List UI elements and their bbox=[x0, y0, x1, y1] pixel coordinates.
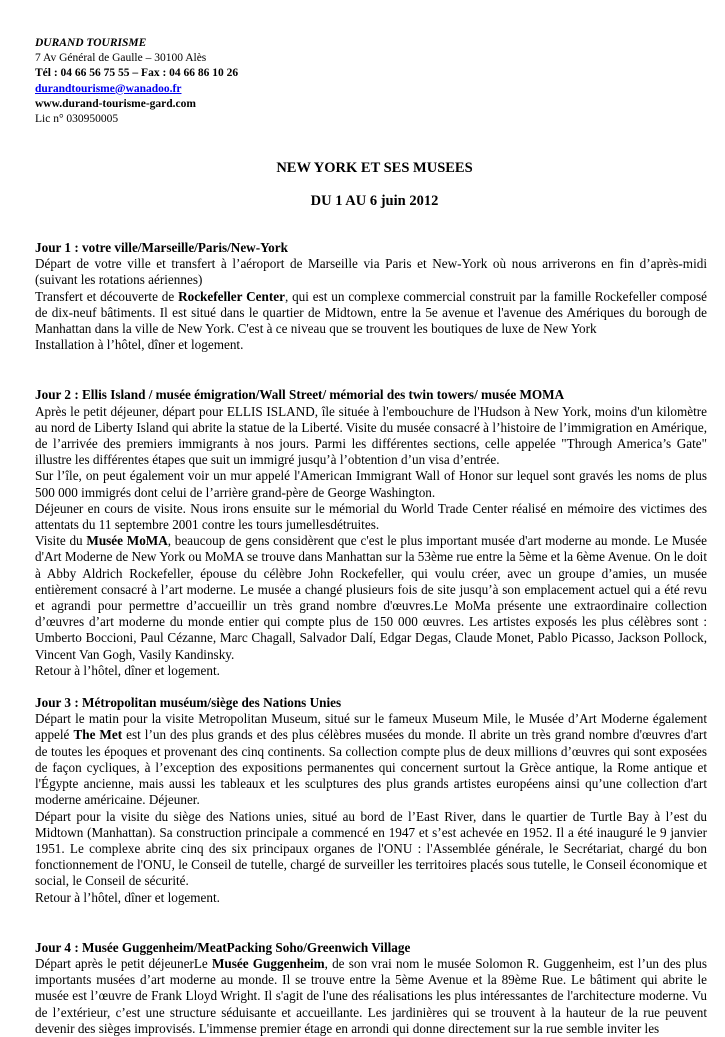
agency-name: DURAND TOURISME bbox=[35, 37, 147, 49]
day-4-heading: Jour 4 : Musée Guggenheim/MeatPacking Soho/Greenwich Village bbox=[35, 939, 411, 955]
day-2-section bbox=[35, 387, 707, 679]
day-3-section bbox=[35, 695, 707, 906]
day-1-heading: Jour 1 : votre ville/Marseille/Paris/New-York bbox=[35, 240, 288, 255]
agency-header bbox=[35, 36, 238, 127]
day-1-section bbox=[35, 240, 707, 353]
agency-address: 7 Av Général de Gaulle – 30100 Alès bbox=[35, 52, 207, 65]
bold-text-run: The Met bbox=[73, 727, 123, 743]
text-run: Départ le matin pour la visite Metropolitan Museum, situé sur le fameux Museum Mile, le Musée d’Art Moderne également appelé bbox=[35, 711, 707, 743]
day-2-paragraph: Après le petit déjeuner, départ pour ELLIS ISLAND, île située à l'embouchure de l'Hudson à New York, moins d'un kilomètre au nord de Liberty Island qui abrite la statue de la Liberté. Visite du musée consacré à l’histoire de l’immigration en Amérique, de l’arrivée des premiers immigrants à nos jours. Parmi les différentes sections, celle appelée "Through America’s Gate" illustre les différentes étapes que suit un immigré jusqu’à l’obtention d’un visa d’entrée. bbox=[35, 403, 707, 468]
day-3-paragraph: Retour à l’hôtel, dîner et logement. bbox=[35, 889, 220, 905]
day-4-section bbox=[35, 940, 707, 1037]
agency-licence: Lic n° 030950005 bbox=[35, 113, 119, 126]
day-3-paragraph bbox=[35, 711, 707, 808]
bold-text-run: Musée Guggenheim bbox=[211, 955, 325, 971]
day-2-paragraph: Retour à l’hôtel, dîner et logement. bbox=[35, 662, 220, 678]
agency-phone: Tél : 04 66 56 75 55 – Fax : 04 66 86 10 26 bbox=[35, 67, 239, 80]
day-1-paragraph bbox=[35, 289, 707, 338]
spacer bbox=[35, 679, 707, 695]
text-run: Départ après le petit déjeunerLe bbox=[35, 955, 212, 971]
text-run: Transfert et découverte de bbox=[35, 288, 179, 304]
day-2-paragraph: Sur l’île, on peut également voir un mur appelé l'American Immigrant Wall of Honor sur lequel sont gravés les noms de plus 500 000 immigrés dont celui de l’arrière grand-père de George Washington. bbox=[35, 468, 707, 500]
text-run: , de son vrai nom le musée Solomon R. Guggenheim, est l’un des plus importants musées d’art moderne au monde. Il se trouve entre la 5ème Avenue et la 89ème Rue. Le bâtiment qui abrite le musée est l’œuvre de Frank Lloyd Wright. Il s'agit de l'une des réalisations les plus intéressantes de l'architecture moderne. Vu de l’extérieur, c’est une structure séduisante et accueillante. Les jardinières qui se trouvent à la hauteur de la rue peuvent devenir des sièges improvisés. L'immense premier étage en arrondi qui donne directement sur la rue semble inviter les bbox=[35, 955, 707, 1036]
text-run: est l’un des plus grands et des plus célèbres musées du monde. Il abrite un très grand nombre d'œuvres d'art de toutes les époques et provenant des cinq continents. Sa collection compte plus de deux millions d’œuvres qui sont exposées de façon cycliques, à l’exception des expositions permanentes qui concernent surtout la Grèce antique, la Rome antique et l'Égypte ancienne, mais aussi les tableaux et les sculptures des plus grands artistes européens ainsi qu’une collection d'art moderne américaine. Déjeuner. bbox=[35, 727, 707, 808]
itinerary-body bbox=[35, 240, 707, 1037]
day-3-paragraph: Départ pour la visite du siège des Nations unies, situé au bord de l’East River, dans le quartier de Turtle Bay à l’est du Midtown (Manhattan). Sa construction principale a commencé en 1947 et s’est achevée en 1952. Il a été inauguré le 9 janvier 1951. Le complexe abrite cinq des six principaux organes de l'ONU : l'Assemblée générale, le Secrétariat, chargé du bon fonctionnement de l'ONU, le Conseil de tutelle, chargé de surveiller les territoires placés sous tutelle, le Conseil économique et social, le Conseil de sécurité. bbox=[35, 808, 707, 889]
spacer bbox=[35, 906, 707, 940]
text-run: , qui est un complexe commercial construit par la famille Rockefeller composé de dix-neuf bâtiments. Il est situé dans le quartier de Midtown, entre la 5e avenue et l'avenue des Amériques du borough de Manhattan dans la ville de New York. C'est à ce niveau que se trouvent les boutiques de luxe de New York bbox=[35, 288, 707, 337]
spacer bbox=[35, 353, 707, 387]
day-1-paragraph: Installation à l’hôtel, dîner et logement. bbox=[35, 337, 244, 353]
day-4-paragraph bbox=[35, 956, 707, 1037]
document-dates: DU 1 AU 6 juin 2012 bbox=[310, 193, 439, 209]
day-2-paragraph: Déjeuner en cours de visite. Nous irons ensuite sur le mémorial du World Trade Center réalisé en mémoire des victimes des attentats du 11 septembre 2001 contre les tours jumellesdétruites. bbox=[35, 500, 707, 533]
day-1-paragraph: Départ de votre ville et transfert à l’aéroport de Marseille via Paris et New-York où nous arriverons en fin d’après-midi (suivant les rotations aériennes) bbox=[35, 256, 707, 288]
bold-text-run: Musée MoMA bbox=[86, 533, 168, 549]
day-2-paragraph bbox=[35, 533, 707, 663]
day-3-heading: Jour 3 : Métropolitan muséum/siège des Nations Unies bbox=[35, 695, 342, 711]
text-run: Visite du bbox=[35, 533, 87, 549]
text-run: , beaucoup de gens considèrent que c'est le plus important musée d'art moderne au monde. Le Musée d'Art Moderne de New York ou MoMA se trouve dans Manhattan sur la 53ème rue entre la 5ème et la 6ème Avenue. On le doit à Abby Aldrich Rockefeller, épouse du célèbre John Rockefeller, qui voulu créer, avec un groupe d’amies, un musée entièrement consacré à l’art moderne. Le musée a changé plusieurs fois de site jusqu’à son emplacement actuel qui a été revu et agrandi pour permettre d’accueillir un très grand nombre d'œuvres.Le MoMa présente une extraordinaire collection d’œuvres d’art moderne du monde entier qui compte plus de 150 000 œuvres. Les artistes exposés les plus célèbres sont : Umberto Boccioni, Paul Cézanne, Marc Chagall, Salvador Dalí, Edgar Degas, Claude Monet, Pablo Picasso, Jackson Pollock, Vincent Van Gogh, Vasily Kandinsky. bbox=[35, 533, 707, 662]
day-2-heading: Jour 2 : Ellis Island / musée émigration/Wall Street/ mémorial des twin towers/ musée MOMA bbox=[35, 387, 565, 403]
agency-website: www.durand-tourisme-gard.com bbox=[35, 97, 196, 110]
document-title: NEW YORK ET SES MUSEES bbox=[276, 160, 473, 176]
agency-email-link[interactable]: durandtourisme@wanadoo.fr bbox=[35, 82, 182, 95]
bold-text-run: Rockefeller Center bbox=[178, 288, 285, 304]
